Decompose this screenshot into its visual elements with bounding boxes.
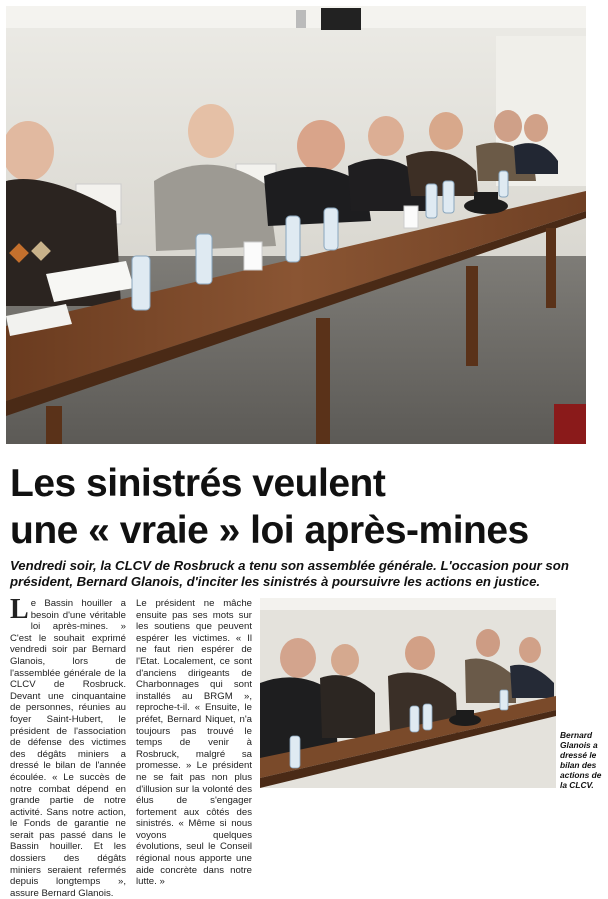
speakers-photo-illustration xyxy=(260,598,556,788)
column-1-text: e Bassin houiller a besoin d'une véritable loi après-mines. » C'est le souhait exprimé vendredi soir par Bernard Glanois, lors de l'assemblée générale de la CLCV de Rosbruck. Devant une cinquantaine de personnes, réunies au foyer Saint-Hubert, le président de l'association de défense des victimes des dégâts miniers a dressé le bilan de l'année écoulée. « Le succès de notre combat dépend en grande partie de notre activité. Sans notre action, le Fonds de garantie ne serait pas passé dans le Bassin houiller. Et les dossiers des dégâts miniers seraient refermés depuis longtemps », assure Bernard Glanois. xyxy=(10,598,126,899)
body-column-2 xyxy=(136,598,252,888)
article-lede: Vendredi soir, la CLCV de Rosbruck a tenu son assemblée générale. L'occasion pour son président, Bernard Glanois, d'inciter les sinistrés à poursuivre les actions en justice. xyxy=(10,558,569,589)
column-2-text: Le président ne mâche ensuite pas ses mots sur les soutiens que peuvent espérer les victimes. « Il ne faut rien espérer de l'Etat. Localement, ce sont d'anciens dirigeants de Charbonnages qui sont installés au BRGM », reproche-t-il. « Ensuite, le préfet, Bernard Niquet, n'a toujours pas trouvé le temps de venir à Rosbruck, malgré sa promesse. » Le président ne se fait pas non plus d'illusion sur la volonté des élus de s'engager fortement aux côtés des sinistrés. « Même si nous voyons quelques évolutions, seul le Conseil régional nous apporte une aide concrète dans notre lutte. » xyxy=(136,598,252,888)
secondary-photo xyxy=(260,598,556,788)
headline-line-1: Les sinistrés veulent xyxy=(10,462,386,505)
drop-cap: L xyxy=(10,594,29,625)
meeting-photo-illustration xyxy=(6,6,586,444)
article-headline xyxy=(10,460,600,554)
headline-line-2: une « vraie » loi après-mines xyxy=(10,509,529,552)
body-column-1 xyxy=(10,594,126,899)
main-photo xyxy=(6,6,586,444)
photo-caption: Bernard Glanois a dressé le bilan des actions de la CLCV. xyxy=(560,730,602,790)
